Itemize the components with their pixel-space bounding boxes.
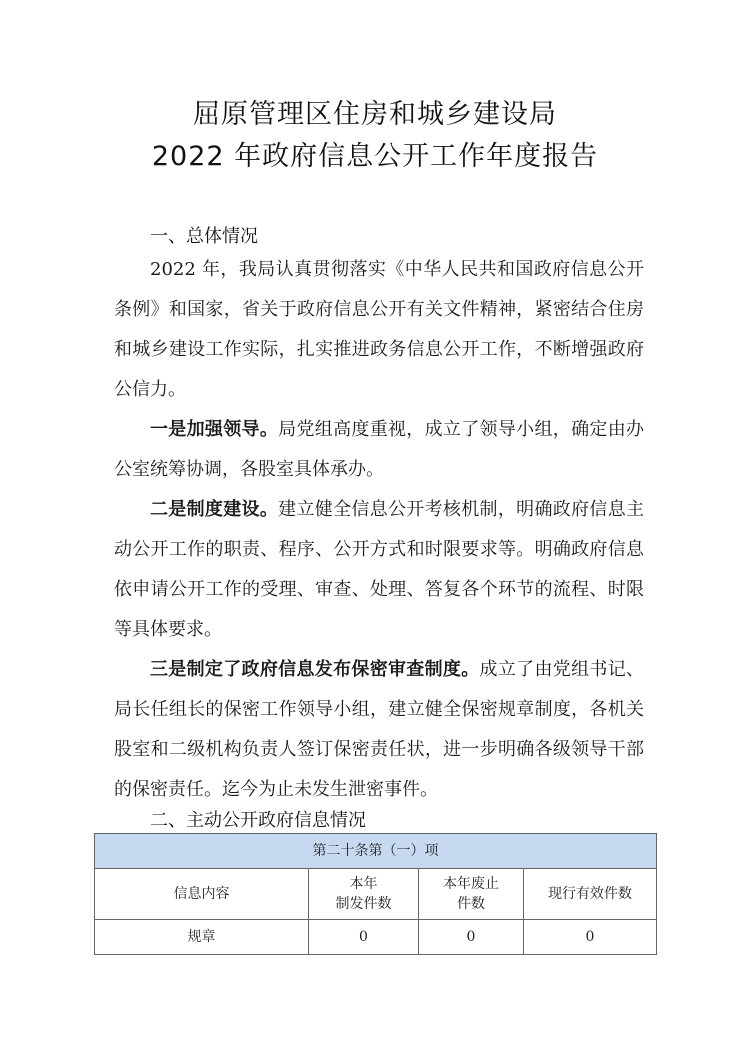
column-content: 信息内容 <box>95 869 309 920</box>
table-row <box>95 920 657 955</box>
document-title-line1: 屈原管理区住房和城乡建设局 <box>193 99 557 130</box>
point2-lead: 二是制度建设。 <box>150 499 279 520</box>
table-header-cell: 第二十条第（一）项 <box>95 834 657 869</box>
column-issued-line2: 制发件数 <box>335 896 392 912</box>
column-abolished <box>419 869 524 920</box>
column-issued <box>309 869 419 920</box>
column-valid: 现行有效件数 <box>524 869 657 920</box>
intro-paragraph: 2022 年，我局认真贯彻落实《中华人民共和国政府信息公开条例》和国家，省关于政府信息公开有关文件精神，紧密结合住房和城乡建设工作实际，扎实推进政务信息公开工作，不断增强政府公信力。 <box>114 259 644 400</box>
section2-heading: 二、主动公开政府信息情况 <box>150 810 366 831</box>
table-column-row <box>95 869 657 920</box>
point3-text: 成立了由党组书记、局长任组长的保密工作领导小组，建立健全保密规章制度，各机关股室和二级机构负责人签订保密责任状，进一步明确各级领导干部的保密责任。迄今为止未发生泄密事件。 <box>114 659 645 800</box>
point1-paragraph <box>114 410 644 490</box>
section1-heading: 一、总体情况 <box>150 226 258 247</box>
row-abolished: 0 <box>419 920 524 955</box>
section1-body <box>114 250 644 810</box>
point1-lead: 一是加强领导。 <box>150 419 279 440</box>
table-header-row <box>95 834 657 869</box>
document-title-line2: 2022 年政府信息公开工作年度报告 <box>151 141 599 172</box>
row-content: 规章 <box>95 920 309 955</box>
point2-text: 建立健全信息公开考核机制，明确政府信息主动公开工作的职责、程序、公开方式和时限要求等。明确政府信息依申请公开工作的受理、审查、处理、答复各个环节的流程、时限等具体要求。 <box>114 499 645 640</box>
column-issued-line1: 本年 <box>349 876 378 892</box>
column-abolished-line2: 件数 <box>457 896 485 912</box>
disclosure-table <box>94 833 657 955</box>
point1-text: 局党组高度重视，成立了领导小组，确定由办公室统筹协调，各股室具体承办。 <box>114 419 645 480</box>
point3-paragraph <box>114 650 644 810</box>
column-abolished-line1: 本年废止 <box>443 876 499 892</box>
row-valid: 0 <box>524 920 657 955</box>
point3-lead: 三是制定了政府信息发布保密审查制度。 <box>150 659 480 680</box>
row-issued: 0 <box>309 920 419 955</box>
point2-paragraph <box>114 490 644 650</box>
